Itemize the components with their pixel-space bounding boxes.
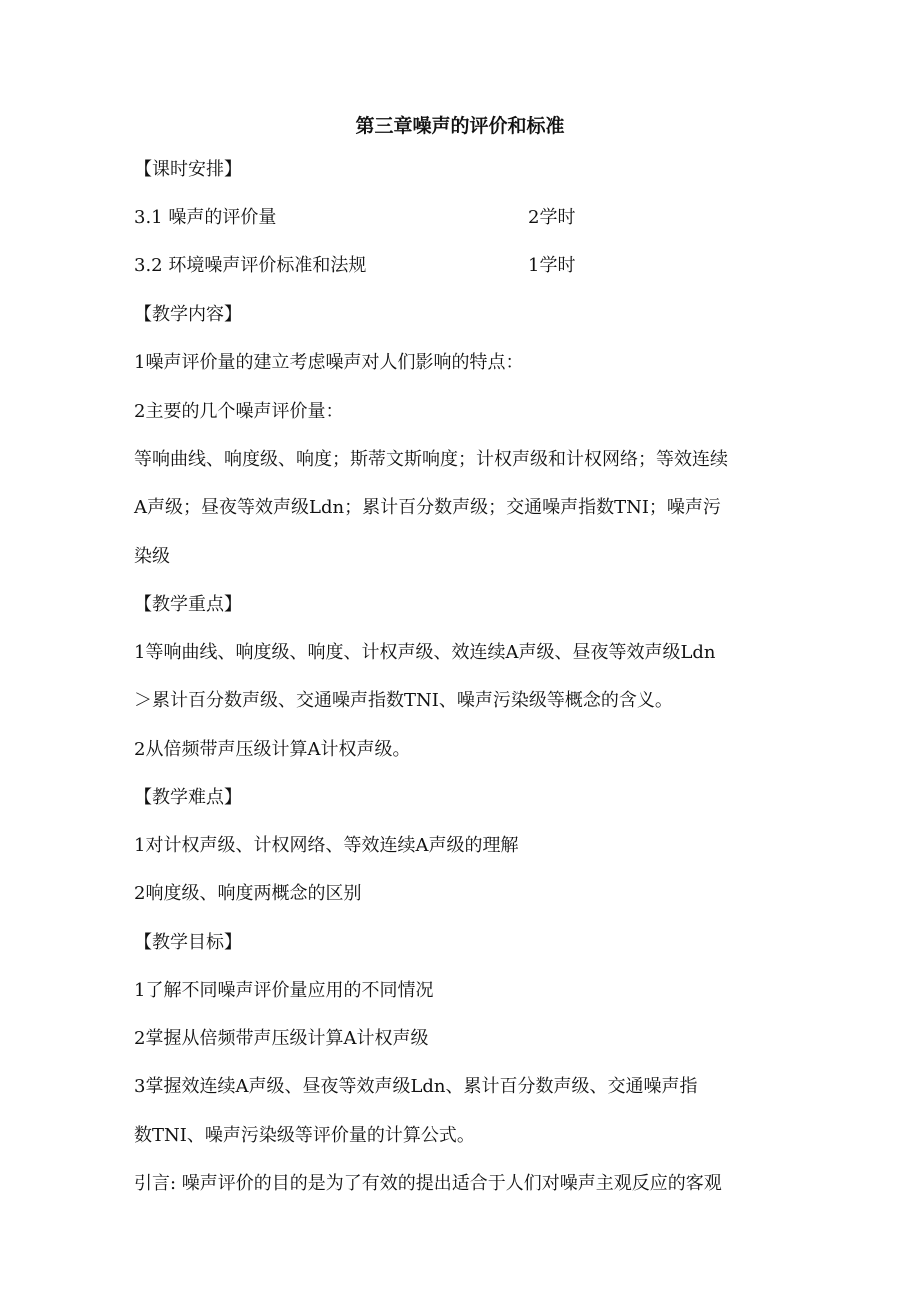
- difficulty-line: 2响度级、响度两概念的区别: [134, 883, 362, 904]
- objective-line: 2掌握从倍频带声压级计算A计权声级: [134, 1028, 429, 1049]
- content-line: 染级: [134, 546, 170, 567]
- section-heading-difficulties: 【教学难点】: [134, 787, 242, 808]
- section-heading-content: 【教学内容】: [134, 304, 242, 325]
- section-heading-objectives: 【教学目标】: [134, 932, 242, 953]
- schedule-hours: 1学时: [528, 255, 576, 276]
- content-line: A声级；昼夜等效声级Ldn；累计百分数声级；交通噪声指数TNI；噪声污: [134, 497, 721, 518]
- key-point-line: ＞累计百分数声级、交通噪声指数TNI、噪声污染级等概念的含义。: [134, 690, 673, 711]
- objective-line: 3掌握效连续A声级、昼夜等效声级Ldn、累计百分数声级、交通噪声指: [134, 1076, 698, 1097]
- objective-line: 数TNI、噪声污染级等评价量的计算公式。: [134, 1125, 475, 1146]
- objective-line: 1了解不同噪声评价量应用的不同情况: [134, 980, 434, 1001]
- intro-line: 引言: 噪声评价的目的是为了有效的提出适合于人们对噪声主观反应的客观: [134, 1173, 722, 1194]
- schedule-row: [134, 203, 794, 233]
- chapter-title: 第三章噪声的评价和标准: [355, 115, 565, 137]
- content-line: 1噪声评价量的建立考虑噪声对人们影响的特点：: [134, 352, 524, 373]
- section-heading-schedule: 【课时安排】: [134, 159, 242, 180]
- difficulty-line: 1对计权声级、计权网络、等效连续A声级的理解: [134, 835, 519, 856]
- content-line: 等响曲线、响度级、响度；斯蒂文斯响度；计权声级和计权网络；等效连续: [134, 449, 728, 470]
- schedule-row: [134, 251, 794, 281]
- key-point-line: 1等响曲线、响度级、响度、计权声级、效连续A声级、昼夜等效声级Ldn: [134, 642, 716, 663]
- schedule-hours: 2学时: [528, 207, 576, 228]
- content-line: 2主要的几个噪声评价量：: [134, 401, 344, 422]
- schedule-topic: 3.2 环境噪声评价标准和法规: [134, 255, 367, 276]
- key-point-line: 2从倍频带声压级计算A计权声级。: [134, 739, 411, 760]
- schedule-topic: 3.1 噪声的评价量: [134, 207, 277, 228]
- section-heading-key-points: 【教学重点】: [134, 594, 242, 615]
